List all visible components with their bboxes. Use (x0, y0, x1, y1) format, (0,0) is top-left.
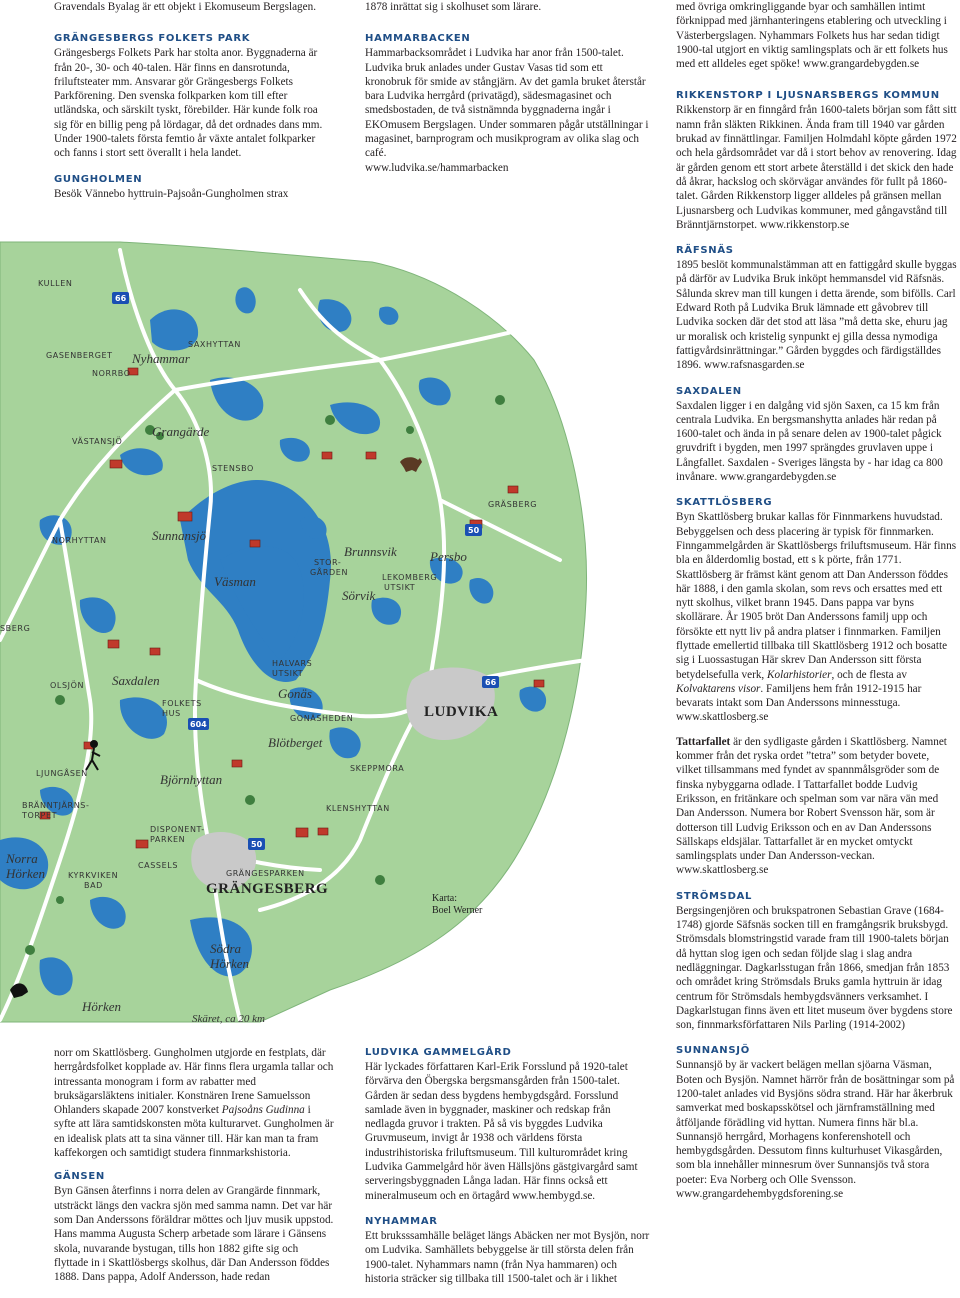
section-url: www.ludvika.se/hammarbacken (365, 161, 509, 174)
section-heading: HAMMARBACKEN (365, 33, 471, 45)
label-saxdalen: Saxdalen (112, 673, 160, 688)
section-gansen (54, 1170, 334, 1284)
section-sunnansjo (676, 1044, 957, 1201)
label-skeppmora: SKEPPMORA (350, 764, 405, 773)
label-cassels: CASSELS (138, 861, 179, 870)
section-heading: NYHAMMAR (365, 1215, 438, 1227)
section-heading: GÄNSEN (54, 1171, 105, 1183)
label-halvars: HALVARS (272, 659, 313, 668)
section-body: Här lyckades författaren Karl-Erik Forsslund på 1920-talet förvärva den Öbergska bergsmansgården från 1500-talet. Gården är sedan dess bygdens hembygdsgård. Forsslund samlade även in byggnader, maskiner och redskap från nedlagda gruvor i trakten. På så vis byggdes Ludvika Gruvmuseum, invigt år 1938 och världens första industrihistoriska friluftsmuseum. Till kulturområdet kring Ludvika Gammelgård hör även Hällsjöns gästgivargård samt serveringsbyggnaden Långa ladan. Här finns också ett mineralmuseum och en örtagård www.hembygd.se. (365, 1061, 638, 1202)
section-stromsdal (676, 890, 957, 1033)
section-heading: GRÄNGESBERGS FOLKETS PARK (54, 33, 251, 45)
region-map (0, 238, 676, 1038)
body-text-b: . Familjens hem från 1912-1915 har bevarats intakt som Dan Anderssons minnesstuga. www.skattlosberg.se (676, 682, 922, 724)
book-title-kolvaktarens-visor: Kolvaktarens visor (676, 682, 761, 695)
body-text-mid: , och de flesta av (831, 668, 907, 681)
section-heading: SAXDALEN (676, 385, 742, 397)
section-body: Bergsingenjören och brukspatronen Sebastian Grave (1684-1748) gjorde Säfsnäs socken till en framgångsrik bruksbygd. Strömsdals blomstringstid varade fram till 1900-talets början då hyttan slog igen och sedan följde slag i slag andra nedläggningar. Dagkarlsstugan från 1866, smedjan från 1853 och området kring Strömsdals Bruks gamla hyttruin är idag centrum för Strömsdals hembygdsvänners verksamhet. I Dagkarlstugan finns även ett litet museum över bygdens store son, finnmarksförfattaren Nils Parling (1914-2002) (676, 904, 953, 1032)
section-body: Byn Gänsen återfinns i norra delen av Grangärde finnmark, utsträckt längs den vackra sjön med samma namn. Det var här som Dan Anderssons föräldrar möttes och ljuv musik uppstod. Hans mamma Augusta Scherp arbetade som lärare i Gänsens skola, nuvarande bystugan, tills hon 1882 gifte sig och flyttade in i Skattlösbergs skolhus, där Dan Andersson föddes 1888. Dans pappa, Adolf Andersson, hade redan (54, 1185, 334, 1284)
section-body: Grängesbergs Folkets Park har stolta anor. Byggnaderna är från 20-, 30- och 40-talen. Här finns en dansrotunda, friluftsteater mm. Ansvarar gör Grängesbergs Folkets Parkförening. Den svenska folkparken kom till efter utländska, och särskilt tyskt, förebilder. Här kunde folk roa sig för en billig peng på lördagar, då det ordnades dans mm. Under 1900-talets första femtio år växte antalet folkparker och fanns i stort sett överallt i hela landet. (54, 47, 323, 160)
label-sberg: SBERG (0, 624, 31, 633)
intro-line: med övriga omkringliggande byar och samhällen intimt förknippad med järnhanteringens etablering och utveckling i Västerbergslagen. Nyhammars Folkets hus har sedan tidigt 1900-tal utgjort en viktig samlingsplats och är ett folkets hus med ett alldeles eget spöke! www.grangardebygden.se (676, 1, 948, 71)
label-folkets: FOLKETS (162, 699, 202, 708)
section-hammarbacken (365, 32, 650, 175)
label-horken: Hörken (82, 999, 121, 1014)
label-sunnansjo: Sunnansjö (152, 528, 207, 543)
section-heading: STRÖMSDAL (676, 890, 753, 902)
column-1-top (54, 0, 332, 213)
label-ljungasen: LJUNGÅSEN (36, 769, 88, 778)
road-shield-604 (188, 718, 209, 730)
label-saxhyttan: SAXHYTTAN (188, 340, 241, 349)
section-heading: SUNNANSJÖ (676, 1045, 750, 1057)
svg-text:66: 66 (115, 294, 127, 303)
section-rafsnas (676, 244, 957, 372)
intro-line: 1878 inrättat sig i skolhuset som lärare. (365, 1, 542, 13)
svg-text:66: 66 (485, 678, 497, 687)
road-shield-50-east (465, 524, 482, 536)
road-shield-50-south (248, 838, 265, 850)
section-heading: RÄFSNÄS (676, 245, 734, 257)
label-gasenberget: GASENBERGET (46, 351, 113, 360)
column-2-bottom (365, 1046, 650, 1298)
label-grangarde: Grangärde (152, 424, 210, 439)
section-ludvika-gammelgard (365, 1046, 650, 1203)
label-vasman: Väsman (214, 574, 256, 589)
section-body (676, 510, 957, 724)
section-body-tattarfallet (676, 735, 957, 878)
label-storgarden-1: STOR- (314, 558, 342, 567)
body-text-a: norr om Skattlösberg. Gungholmen utgjorde en festplats, där herrgårdsfolket kopplade av. Här finns flera urgamla tallar och intressanta monogram i form av rabatter med bruksägarsläktens initialer. Konstnären Irene Samuelsson Ohlanders skapade 2007 konstverket (54, 1047, 334, 1117)
label-gonas: Gonäs (278, 686, 312, 701)
book-title-kolarhistorier: Kolarhistorier (767, 668, 832, 681)
section-rikkenstorp (676, 89, 957, 232)
label-halvars-utsikt: UTSIKT (272, 669, 304, 678)
intro-line: Gravendals Byalag är ett objekt i Ekomuseum Bergslagen. (54, 1, 317, 13)
section-body: 1895 beslöt kommunalstämman att en fattiggård skulle byggas på därför av Ludvika Bruk inköpt hemmansdel vid Räfsnäs. Sålunda skrev man till kungen i detta ärende, som bifölls. Carl Edward Roth på Ludvika Bruk lämnade ett gåvobrev till Ludvika socken där det stod att läsa ”må detta ske, ehuru jag ur moralisk och kristelig synpunkt ej gilla dessa nymodiga fattigvårdsinrättningar.” Gården byggdes och färdigställdes 1896. www.rafsnasgarden.se (676, 259, 957, 372)
section-body: Saxdalen ligger i en dalgång vid sjön Saxen, ca 15 km från centrala Ludvika. En bergsmanshytta anlades här redan på 1600-talet och ända in på senare delen av 1900-talet pågick gruvdrift i bygden, men 1997 sprängdes gruvlaven uppe i Långfallet. Saxdalen - Sveriges längsta by - har idag ca 800 invånare. www.grangardebygden.se (676, 399, 943, 484)
label-kullen: KULLEN (38, 279, 73, 288)
label-disponentparken-2: PARKEN (150, 835, 186, 844)
section-body: Besök Vännebo hyttruin-Pajsoån-Gungholmen strax (54, 187, 289, 200)
section-saxdalen (676, 385, 957, 485)
section-body: Rikkenstorp är en finngård från 1600-talets början som fått sitt namn från släkten Rikkinen. Ända fram till 1940 var gården brukad av finnättlingar. Familjen Holmdahl köpte gården 1972 och hela gårdsområdet var då i stort behov av renovering. Idag är gården genom ett stort arbete återställd i det skick den hade då åkrar, hackslog och skörvägar användes för fullt på 1860-talet. Gården Rikkenstorp ligger alldeles på gränsen mellan Ljusnarsberg och Ludvikas kommuner, med gångavstånd till Bränntjärnstorpet. www.rikkenstorp.se (676, 104, 957, 231)
label-kyrkviken: KYRKVIKEN (68, 871, 119, 880)
svg-text:604: 604 (190, 720, 207, 729)
body-text-b: i syfte att lära samtidskonsten möta kulturarvet. Gungholmen är en idealisk plats att ta sina vänner till. Här kan man ta fram kaffekorgen och samtidigt studera finnmarkshistoria. (54, 1104, 334, 1160)
label-lekomberg-utsikt: UTSIKT (384, 583, 416, 592)
label-storgarden-2: GÅRDEN (310, 568, 349, 577)
column-2-top (365, 0, 650, 187)
label-grasberg: GRÄSBERG (488, 500, 538, 509)
section-heading: LUDVIKA GAMMELGÅRD (365, 1047, 512, 1058)
road-shield-66-north (112, 292, 129, 304)
map-credit-name: Boel Werner (432, 905, 483, 916)
section-nyhammar (365, 1215, 650, 1286)
label-skaret: Skäret, ca 20 km (192, 1013, 265, 1025)
label-nyhammar: Nyhammar (132, 351, 190, 366)
label-norra-horken: Hörken (6, 866, 45, 881)
label-norra: Norra (6, 851, 38, 866)
label-klenshyttan: KLENSHYTTAN (326, 804, 390, 813)
section-heading: RIKKENSTORP I LJUSNARSBERGS KOMMUN (676, 90, 940, 102)
label-olsjon: OLSJÖN (50, 681, 85, 690)
column-1-bottom (54, 1046, 334, 1296)
section-heading: GUNGHOLMEN (54, 173, 143, 185)
body-text-a: Byn Skattlösberg brukar kallas för Finnmarkens huvudstad. Bebyggelsen och dess placering är typisk för finnmarken. Finngammelgården är Skattlösbergs friluftsmuseum. Här finns bla en ålderdomlig bostad, ett s k pörte, från 1771. Skattlösberg är främst känt genom att Dan Andersson föddes här 1888, i den gamla skolan, som revs och ersattes med ett nytt skolhus, vilket brann 1945. Dans pappa var byns skollärare. År 1905 bröt Dan Anderssons familj upp och försökte ett nytt liv på andra platser i finnmarken. Familjen flyttade emellertid tillbaka till Skattlösberg 1912 och bosatte sig i Luossastugan Här skrev Dan Andersson sitt första betydelsefulla verk, (676, 511, 957, 681)
label-ludvika: LUDVIKA (424, 704, 499, 720)
column-3 (676, 0, 957, 1213)
label-vastansjo: VÄSTANSJÖ (72, 437, 123, 446)
label-branntjarnstorpet-2: TORPET (22, 811, 58, 820)
label-stensbo: STENSBO (212, 464, 254, 473)
label-bjornhyttan: Björnhyttan (160, 772, 223, 787)
label-brunnsvik: Brunnsvik (344, 544, 397, 559)
label-gonasheden: GONÄSHEDEN (290, 714, 354, 723)
label-disponentparken-1: DISPONENT- (150, 825, 205, 834)
label-kyrkviken-bad: BAD (84, 881, 103, 890)
label-norhyttan: NORHYTTAN (52, 536, 107, 545)
road-shield-66-ludvika (482, 676, 499, 688)
label-hus: HUS (162, 709, 181, 718)
label-grangesberg: GRÄNGESBERG (206, 881, 329, 897)
artwork-title: Pajsoåns Gudinna (221, 1104, 305, 1117)
label-sorvik: Sörvik (342, 588, 376, 603)
label-sodra-horken: Hörken (210, 956, 249, 971)
map-credit-title: Karta: (432, 893, 457, 904)
label-blotberget: Blötberget (268, 735, 323, 750)
gungholmen-continued (54, 1046, 334, 1160)
section-skattlosberg (676, 496, 957, 877)
label-branntjarnstorpet-1: BRÄNNTJÄRNS- (22, 801, 90, 810)
section-heading: SKATTLÖSBERG (676, 497, 773, 509)
svg-text:50: 50 (251, 840, 263, 849)
section-body: Hammarbacksområdet i Ludvika har anor från 1500-talet. Ludvika bruk anlades under Gustav Vasas tid som ett kronobruk för smide av stångjärn. Av det gamla bruket återstår bara Ludvika herrgård (privatägd), sädesmagasinet och smedsbostaden, de två sistnämnda byggnaderna ingår i EKOmusem Bergslagen. Under sommaren pågår utställningar i magasinet, barnprogram och musikprogram av olika slag och café. (365, 47, 649, 160)
section-folkets-park (54, 32, 332, 160)
section-gungholmen (54, 173, 332, 201)
label-persbo: Persbo (430, 549, 467, 564)
tattarfallet-bold: Tattarfallet (676, 735, 731, 748)
section-body: Ett bruksssamhälle beläget längs Abäcken ner mot Bysjön, norr om Ludvika. Samhällets bebyggelse är till största delen från 1900-talet. Nyhammars namn (från Nya hammaren) och historia sträcker sig tillbaka till 1500-talet och är i likhet (365, 1229, 650, 1285)
label-norrbo: NORRBO (92, 369, 131, 378)
section-body: Sunnansjö by är vackert belägen mellan sjöarna Väsman, Boten och Bysjön. Namnet härrör från de bosättningar som på 1200-talet anlades vid Bysjöns södra strand. Här har åkerbruk samverkat med boskapsskötsel och järnframställning med åtföljande förädling vid hyttan. Numera finns här bl.a. Sunnansjö herrgård, Morhagens konferenshotell och hembygdsgården. Dessutom finns kulturhuset Vikasgården, som bla innehåller minnesrum över Sunnansjös två stora poeter: Eva Norberg och Olle Svensson. www.grangardehembygdsforening.se (676, 1059, 955, 1201)
label-lekomberg: LEKOMBERG (382, 573, 438, 582)
tattarfallet-text: är den sydligaste gården i Skattlösberg. Namnet kommer från det ryska ordet ”tetra” som betyder bovete, vilket tillsammans med fyndet av spannmålsgröder som de finska nybyggarna odlade. I Tattarfallet bodde Ludvig Eriksson, en fritänkare och spelman som var nära vän med Dan Andersson. Numera bor Robert Svensson här, som är dotterson till Ludvig Eriksson och en av Dan Anderssons Sällskaps eldsjälar. Tattarfallet är en mycket omtyckt samlingsplats under Dan Andersson-veckan. www.skattlosberg.se (676, 735, 947, 877)
svg-text:50: 50 (468, 526, 480, 535)
label-grangesparken: GRÄNGESPARKEN (226, 869, 305, 878)
label-sodra: Södra (210, 941, 242, 956)
